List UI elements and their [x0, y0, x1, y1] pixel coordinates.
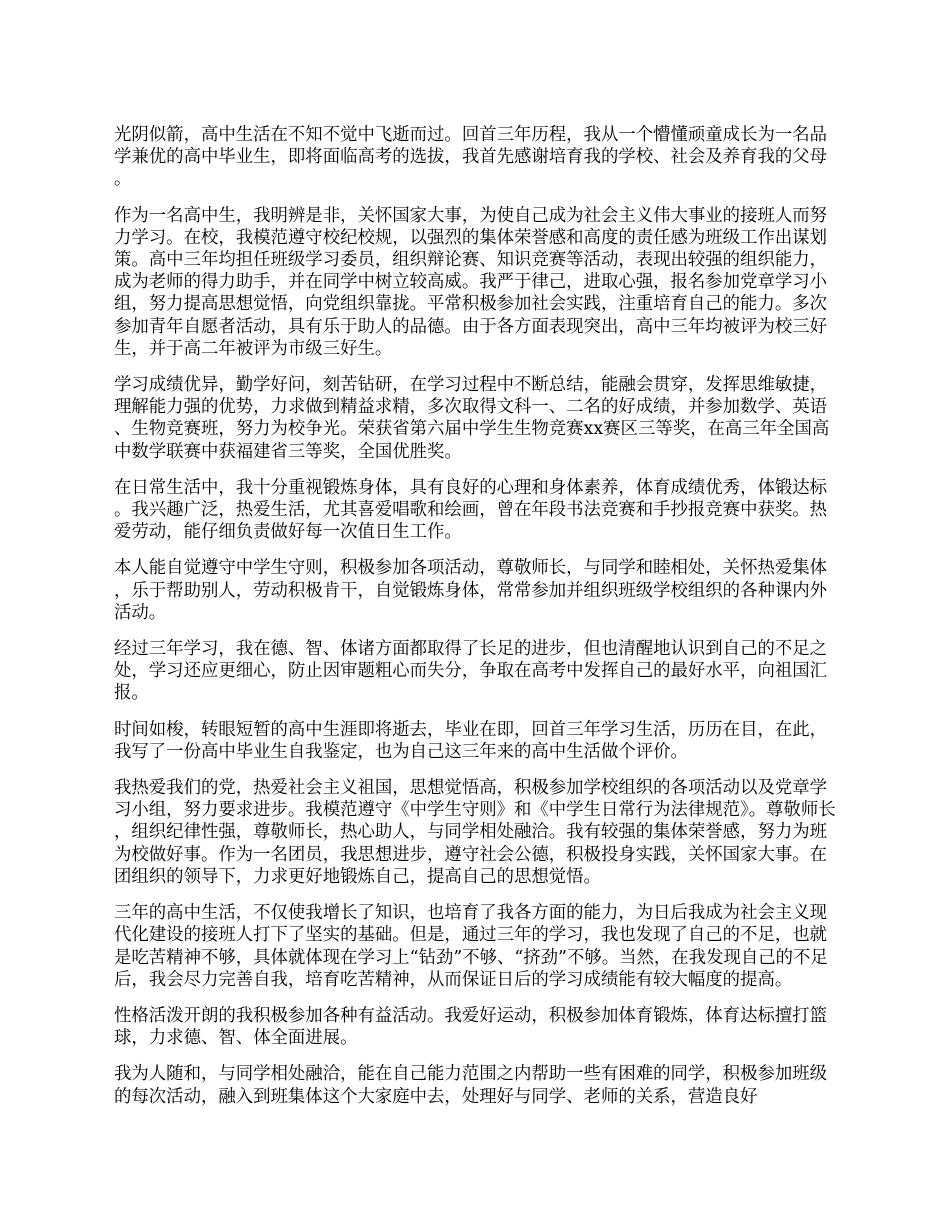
paragraph: 学习成绩优异，勤学好问，刻苦钻研，在学习过程中不断总结，能融会贯穿，发挥思维敏捷，理解能力强的优势，力求做到精益求精，多次取得文科一、二名的好成绩，并参加数学、英语、生物竞赛班，努力为校争光。荣获省第六届中学生生物竞赛xx赛区三等奖，在高三年全国高中数学联赛中获福建省三等奖，全国优胜奖。: [114, 375, 830, 462]
paragraph: 经过三年学习，我在德、智、体诸方面都取得了长足的进步，但也清醒地认识到自己的不足之处，学习还应更细心，防止因审题粗心而失分，争取在高考中发挥自己的最好水平，向祖国汇报。: [114, 639, 828, 704]
paragraph: 我为人随和，与同学相处融洽，能在自己能力范围之内帮助一些有困难的同学，积极参加班级的每次活动，融入到班集体这个大家庭中去，处理好与同学、老师的关系，营造良好: [114, 1064, 828, 1107]
paragraph: 我热爱我们的党，热爱社会主义祖国，思想觉悟高，积极参加学校组织的各项活动以及党章学习小组，努力要求进步。我模范遵守《中学生守则》和《中学生日常行为法律规范》。尊敬师长，组织纪律性强，尊敬师长，热心助人，与同学相处融洽。我有较强的集体荣誉感，努力为班为校做好事。作为一名团员，我思想进步，遵守社会公德，积极投身实践，关怀国家大事。在团组织的领导下，力求更好地锻炼自己，提高自己的思想觉悟。: [114, 778, 836, 887]
paragraph: 三年的高中生活，不仅使我增长了知识，也培育了我各方面的能力，为日后我成为社会主义现代化建设的接班人打下了坚实的基础。但是，通过三年的学习，我也发现了自己的不足，也就是吃苦精神不够，具体就体现在学习上“钻劲”不够、“挤劲”不够。当然，在我发现自己的不足后，我会尽力完善自我，培育吃苦精神，从而保证日后的学习成绩能有较大幅度的提高。: [114, 903, 828, 990]
paragraph: 性格活泼开朗的我积极参加各种有益活动。我爱好运动，积极参加体育锻炼，体育达标擅打篮球，力求德、智、体全面进展。: [114, 1005, 828, 1049]
paragraph: 光阴似箭，高中生活在不知不觉中飞逝而过。回首三年历程，我从一个懵懂顽童成长为一名品学兼优的高中毕业生，即将面临高考的选拔，我首先感谢培育我的学校、社会及养育我的父母。: [114, 125, 828, 190]
paragraph: 时间如梭，转眼短暂的高中生涯即将逝去，毕业在即，回首三年学习生活，历历在目，在此，我写了一份高中毕业生自我鉴定，也为自己这三年来的高中生活做个评价。: [114, 719, 828, 762]
paragraph: 本人能自觉遵守中学生守则，积极参加各项活动，尊敬师长，与同学和睦相处，关怀热爱集体，乐于帮助别人，劳动积极肯干，自觉锻炼身体，常常参加并组织班级学校组织的各种课内外活动。: [114, 558, 828, 623]
document-body: [114, 124, 840, 1122]
paragraph: 作为一名高中生，我明辨是非，关怀国家大事，为使自己成为社会主义伟大事业的接班人而努力学习。在校，我模范遵守校纪校规，以强烈的集体荣誉感和高度的责任感为班级工作出谋划策。高中三年均担任班级学习委员，组织辩论赛、知识竞赛等活动，表现出较强的组织能力，成为老师的得力助手，并在同学中树立较高威。我严于律己，进取心强，报名参加党章学习小组，努力提高思想觉悟，向党组织靠拢。平常积极参加社会实践，注重培育自己的能力。多次参加青年自愿者活动，具有乐于助人的品德。由于各方面表现突出，高中三年均被评为校三好生，并于高二年被评为市级三好生。: [114, 205, 828, 359]
paragraph: 在日常生活中，我十分重视锻炼身体，具有良好的心理和身体素养，体育成绩优秀，体锻达标。我兴趣广泛，热爱生活，尤其喜爱唱歌和绘画，曾在年段书法竞赛和手抄报竞赛中获奖。热爱劳动，能仔细负责做好每一次值日生工作。: [114, 477, 828, 543]
